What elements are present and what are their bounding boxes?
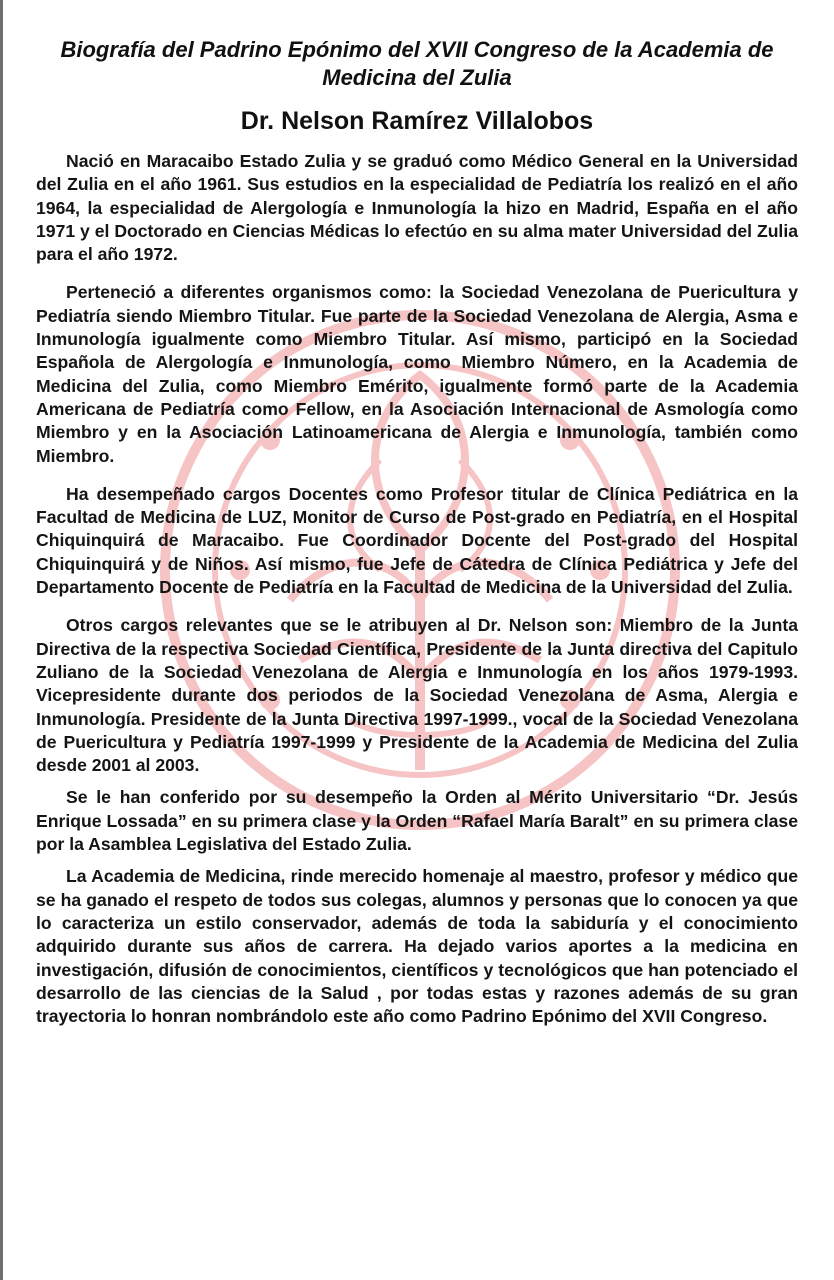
document-body: [36, 36, 798, 1043]
document-title: Biografía del Padrino Epónimo del XVII Congreso de la Academia de Medicina del Zulia: [60, 37, 774, 90]
page-left-border: [0, 0, 3, 1280]
paragraph-education: Nació en Maracaibo Estado Zulia y se graduó como Médico General en la Universidad del Zulia en el año 1961. Sus estudios en la especialidad de Pediatría los realizó en el año 1964, la especialidad de Alergología e Inmunología la hizo en Madrid, España en el año 1971 y el Doctorado en Ciencias Médicas lo efectúo en su alma mater Universidad del Zulia para el año 1972.: [36, 151, 798, 265]
paragraph-honors: Se le han conferido por su desempeño la Orden al Mérito Universitario “Dr. Jesús Enrique Lossada” en su primera clase y la Orden “Rafael María Baralt” en su primera clase por la Asamblea Legislativa del Estado Zulia.: [36, 787, 798, 855]
paragraph-tribute: La Academia de Medicina, rinde merecido homenaje al maestro, profesor y médico que se ha ganado el respeto de todos sus colegas, alumnos y personas que lo conocen ya que lo caracteriza un estilo conservador, además de toda la sabiduría y el conocimiento adquirido durante sus años de carrera. Ha dejado varios aportes a la medicina en investigación, difusión de conocimientos, científicos y tecnológicos que han potenciado el desarrollo de las ciencias de la Salud , por todas estas y razones además de su gran trayectoria lo honran nombrándolo este año como Padrino Epónimo del XVII Congreso.: [36, 866, 798, 1027]
paragraph-memberships: Perteneció a diferentes organismos como: la Sociedad Venezolana de Puericultura y Pediatría siendo Miembro Titular. Fue parte de la Sociedad Venezolana de Alergia, Asma e Inmunología igualmente como Miembro Titular. Así mismo, participó en la Sociedad Española de Alergología e Inmunología, como Miembro Número, en la Academia de Medicina del Zulia, como Miembro Emérito, igualmente formó parte de la Academia Americana de Pediatría como Fellow, en la Asociación Internacional de Asmología como Miembro y en la Asociación Latinoamericana de Alergia e Inmunología, también como Miembro.: [36, 282, 798, 466]
paragraph-other-positions: Otros cargos relevantes que se le atribuyen al Dr. Nelson son: Miembro de la Junta Directiva de la respectiva Sociedad Científica, Presidente de la Junta directiva del Capitulo Zuliano de la Sociedad Venezolana de Alergia e Inmunología en los años 1979-1993. Vicepresidente durante dos periodos de la Sociedad Venezolana de Asma, Alergia e Inmunología. Presidente de la Junta Directiva 1997-1999., vocal de la Sociedad Venezolana de Puericultura y Pediatría 1997-1999 y Presidente de la Academia de Medicina del Zulia desde 2001 al 2003.: [36, 615, 798, 776]
paragraph-teaching: Ha desempeñado cargos Docentes como Profesor titular de Clínica Pediátrica en la Facultad de Medicina de LUZ, Monitor de Curso de Post-grado en Pediatría, en el Hospital Chiquinquirá de Maracaibo. Fue Coordinador Docente del Post-grado del Hospital Chiquinquirá y de Niños. Así mismo, fue Jefe de Cátedra de Clínica Pediátrica y Jefe del Departamento Docente de Pediatría en la Facultad de Medicina de la Universidad del Zulia.: [36, 483, 798, 598]
honoree-name: Dr. Nelson Ramírez Villalobos: [240, 107, 594, 135]
